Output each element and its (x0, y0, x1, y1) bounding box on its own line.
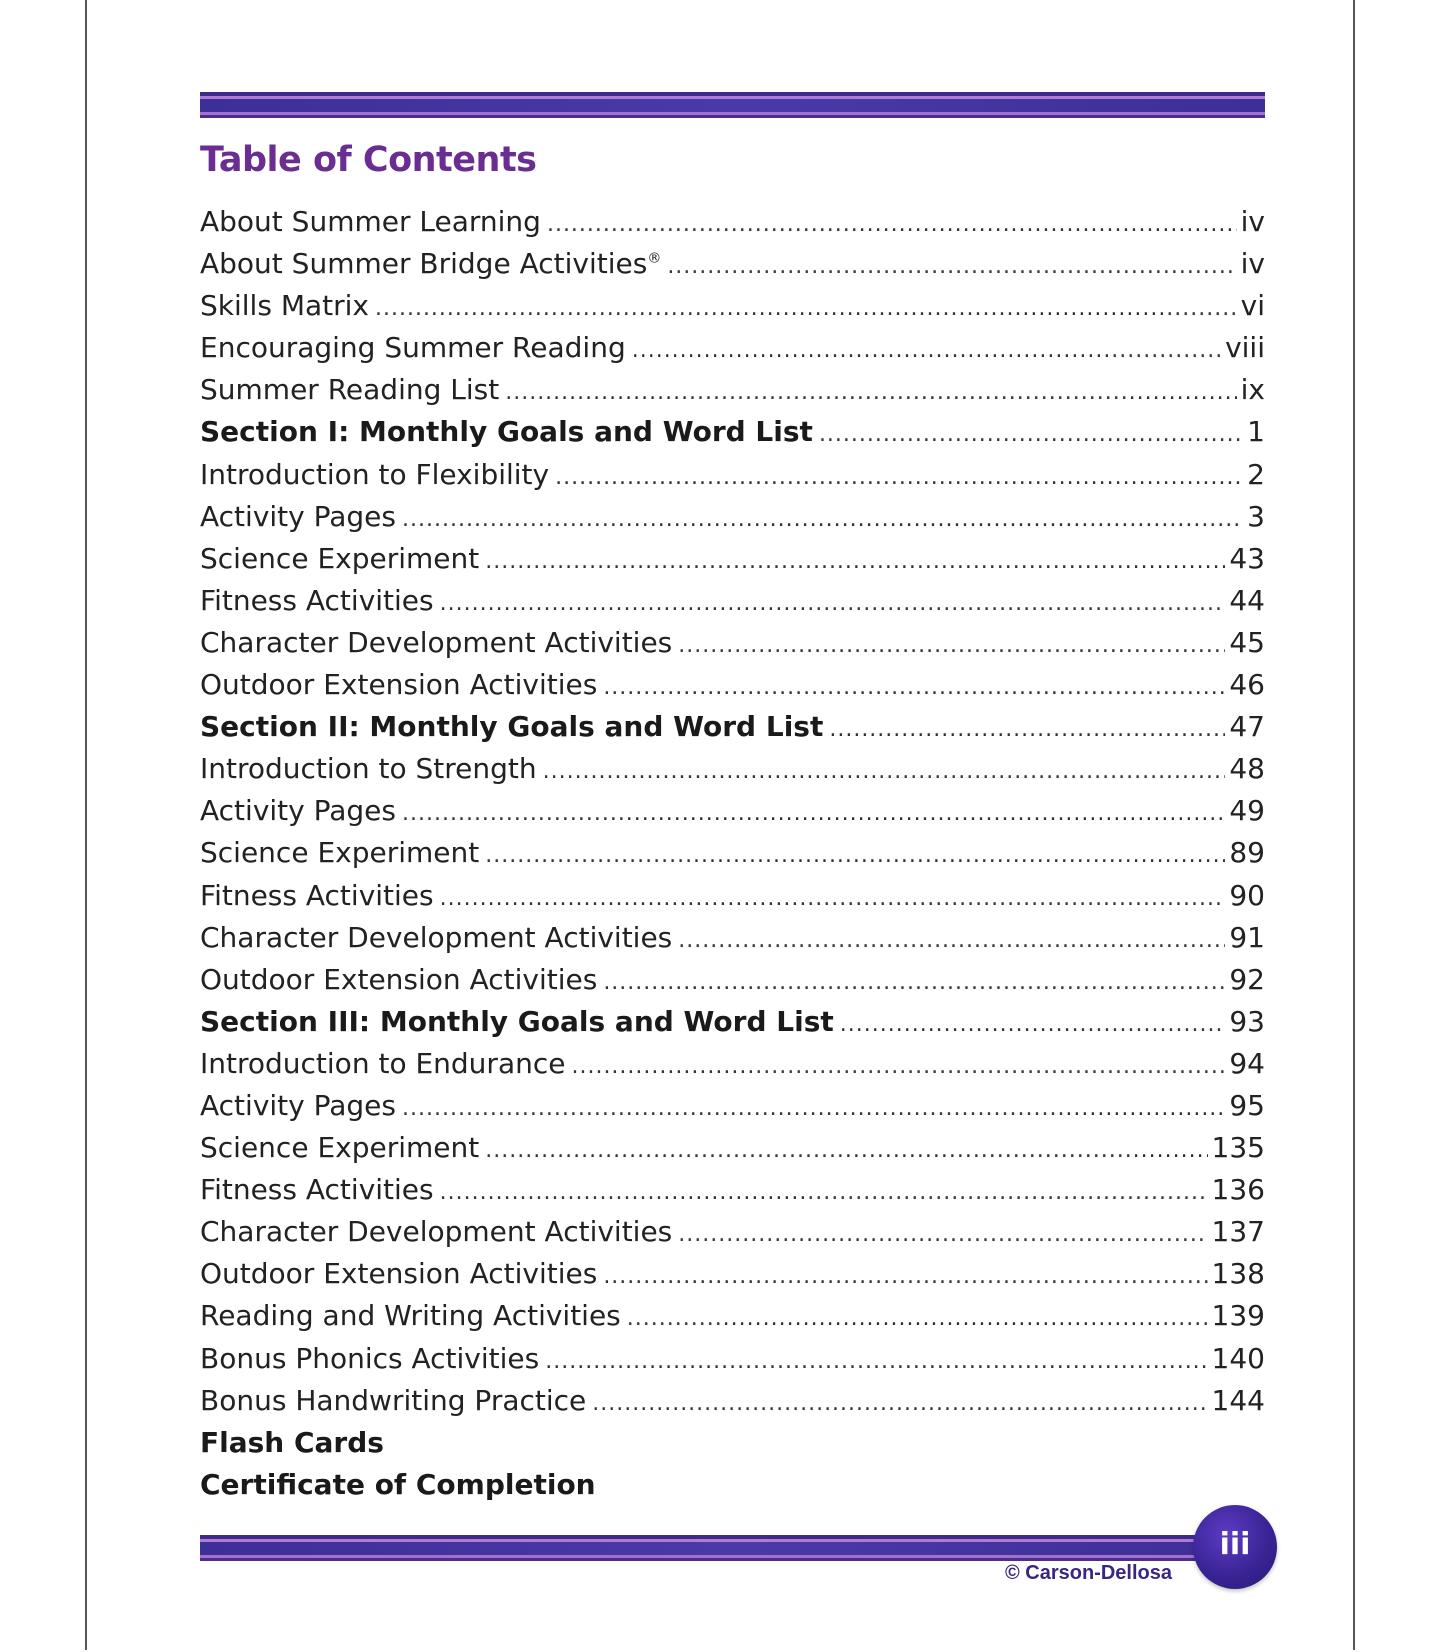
toc-entry-page: 43 (1229, 541, 1265, 575)
toc-entry-page: 2 (1247, 457, 1265, 491)
toc-entry-label-text: Fitness Activities (200, 1173, 434, 1207)
toc-leader-dots (819, 422, 1243, 447)
toc-leader-dots (592, 1391, 1207, 1416)
toc-entry-page: iv (1240, 247, 1265, 281)
toc-entry-label-text: Outdoor Extension Activities (200, 962, 598, 996)
toc-entry[interactable] (200, 1005, 1265, 1047)
toc-leader-dots (485, 1138, 1207, 1163)
toc-entry[interactable] (200, 584, 1265, 626)
toc-entry-label-text: Science Experiment (200, 1131, 480, 1165)
toc-entry-label (200, 289, 369, 322)
page-title: Table of Contents (200, 140, 537, 180)
toc-entry-label-text: About Summer Learning (200, 205, 541, 238)
toc-entry-page: ix (1240, 373, 1265, 407)
toc-entry[interactable] (200, 1173, 1265, 1215)
toc-entry-label-text: Science Experiment (200, 541, 480, 575)
toc-leader-dots (678, 928, 1225, 953)
toc-entry[interactable] (200, 921, 1265, 963)
toc-entry-label-text: Character Development Activities (200, 625, 673, 659)
toc-entry[interactable] (200, 542, 1265, 584)
toc-leader-dots (402, 801, 1225, 826)
toc-entry-label (200, 373, 499, 406)
toc-entry-label-text: Fitness Activities (200, 878, 434, 912)
toc-leader-dots (667, 254, 1236, 279)
toc-entry-label (200, 542, 479, 575)
toc-entry[interactable] (200, 963, 1265, 1005)
toc-entry[interactable] (200, 1426, 1265, 1468)
toc-entry-label-text: Bonus Phonics Activities (200, 1341, 540, 1375)
toc-leader-dots (402, 507, 1243, 532)
toc-entry[interactable] (200, 1384, 1265, 1426)
toc-entry-page: 48 (1229, 752, 1265, 786)
toc-entry-page: 47 (1229, 710, 1265, 744)
toc-entry-label (200, 921, 672, 954)
toc-entry-label (200, 584, 434, 617)
toc-entry-label (200, 1299, 621, 1332)
toc-entry-label-text: Outdoor Extension Activities (200, 1257, 598, 1291)
toc-entry[interactable] (200, 710, 1265, 752)
toc-entry-label (200, 668, 597, 701)
toc-entry-page: 138 (1211, 1257, 1265, 1291)
toc-entry-page: 46 (1229, 668, 1265, 702)
toc-entry-label-text: Certificate of Completion (200, 1467, 596, 1501)
toc-entry[interactable] (200, 247, 1265, 289)
toc-entry-label-text: Introduction to Flexibility (200, 457, 550, 491)
toc-entry-label-text: Introduction to Strength (200, 752, 537, 786)
toc-entry-page: 137 (1211, 1215, 1265, 1249)
toc-entry-label (200, 247, 661, 280)
toc-entry-page: vi (1240, 289, 1265, 323)
toc-entry-page: 45 (1229, 625, 1265, 659)
toc-entry-label (200, 1342, 539, 1375)
bottom-decorative-band (200, 1535, 1265, 1561)
toc-entry-page: 44 (1229, 583, 1265, 617)
toc-entry-label-text: Character Development Activities (200, 920, 673, 954)
toc-entry-page: 91 (1229, 920, 1265, 954)
toc-entry-page: 139 (1211, 1299, 1265, 1333)
toc-entry[interactable] (200, 626, 1265, 668)
toc-entry-label (200, 1005, 834, 1038)
copyright-notice: © Carson-Dellosa (1004, 1562, 1172, 1584)
toc-entry-label (200, 1131, 479, 1164)
toc-entry-label (200, 710, 823, 743)
toc-leader-dots (571, 1054, 1225, 1079)
toc-entry[interactable] (200, 668, 1265, 710)
toc-entry-label-text: Activity Pages (200, 499, 396, 533)
page-number-badge (1193, 1505, 1277, 1589)
toc-entry-label (200, 794, 396, 827)
toc-entry-label (200, 1047, 565, 1080)
toc-leader-dots (485, 843, 1225, 868)
toc-entry-label-text: Section II: Monthly Goals and Word List (200, 710, 824, 744)
toc-entry[interactable] (200, 1299, 1265, 1341)
toc-entry-label-text: Science Experiment (200, 836, 480, 870)
toc-entry[interactable] (200, 1047, 1265, 1089)
registered-mark: ® (647, 250, 662, 267)
toc-entry-label (200, 1468, 596, 1501)
toc-leader-dots (627, 1306, 1208, 1331)
toc-leader-dots (440, 591, 1226, 616)
toc-entry-page: 94 (1229, 1046, 1265, 1080)
toc-leader-dots (603, 1264, 1207, 1289)
toc-entry-label-text: Outdoor Extension Activities (200, 668, 598, 702)
toc-entry-label-text: Encouraging Summer Reading (200, 331, 626, 365)
toc-entry-label (200, 500, 396, 533)
toc-entry[interactable] (200, 1342, 1265, 1384)
toc-leader-dots (840, 1012, 1226, 1037)
toc-entry-label (200, 1426, 384, 1459)
toc-entry[interactable] (200, 373, 1265, 415)
toc-entry-label (200, 205, 541, 238)
toc-entry-page: iv (1240, 205, 1265, 238)
toc-entry[interactable] (200, 1257, 1265, 1299)
toc-entry[interactable] (200, 752, 1265, 794)
toc-entry-label-text: Fitness Activities (200, 583, 434, 617)
toc-entry-label (200, 1173, 434, 1206)
toc-entry[interactable] (200, 331, 1265, 373)
toc-entry-label-text: Section I: Monthly Goals and Word List (200, 415, 813, 449)
toc-entry-label (200, 415, 813, 448)
toc-entry-label (200, 626, 672, 659)
toc-leader-dots (485, 549, 1225, 574)
page-number: iii (1219, 1526, 1251, 1562)
toc-entry-label (200, 331, 626, 364)
toc-leader-dots (603, 970, 1225, 995)
toc-entry-page: 1 (1247, 415, 1265, 449)
toc-leader-dots (555, 465, 1243, 490)
toc-entry-label-text: About Summer Bridge Activities (200, 247, 648, 281)
toc-entry[interactable] (200, 879, 1265, 921)
toc-entry-page: viii (1225, 331, 1265, 365)
toc-entry[interactable] (200, 289, 1265, 331)
toc-entry[interactable] (200, 1215, 1265, 1257)
toc-entry-label (200, 1257, 597, 1290)
toc-entry-label-text: Activity Pages (200, 1088, 396, 1122)
toc-entry[interactable] (200, 1089, 1265, 1131)
toc-entry-label-text: Section III: Monthly Goals and Word List (200, 1004, 834, 1038)
toc-entry-page: 135 (1211, 1131, 1265, 1165)
toc-entry-page: 136 (1211, 1173, 1265, 1207)
toc-entry-page: 3 (1247, 499, 1265, 533)
toc-entry-label (200, 1089, 396, 1122)
toc-entry-page: 140 (1211, 1341, 1265, 1375)
toc-leader-dots (543, 759, 1226, 784)
toc-entry-page: 92 (1229, 962, 1265, 996)
toc-entry[interactable] (200, 205, 1265, 247)
toc-entry[interactable] (200, 836, 1265, 878)
toc-entry-page: 144 (1211, 1383, 1265, 1417)
toc-entry-label (200, 1215, 672, 1248)
toc-leader-dots (545, 1349, 1207, 1374)
toc-leader-dots (440, 1180, 1208, 1205)
toc-entry-label-text: Summer Reading List (200, 373, 500, 407)
toc-entry-label-text: Bonus Handwriting Practice (200, 1383, 587, 1417)
toc-entry[interactable] (200, 500, 1265, 542)
toc-entry-label-text: Reading and Writing Activities (200, 1299, 621, 1333)
toc-entry-page: 90 (1229, 878, 1265, 912)
toc-entry[interactable] (200, 458, 1265, 500)
toc-leader-dots (678, 1222, 1207, 1247)
toc-entry[interactable] (200, 794, 1265, 836)
toc-entry-label-text: Character Development Activities (200, 1215, 673, 1249)
toc-entry-page: 95 (1229, 1088, 1265, 1122)
toc-leader-dots (375, 296, 1237, 321)
toc-entry-label (200, 752, 537, 785)
top-decorative-band (200, 92, 1265, 118)
toc-entry[interactable] (200, 415, 1265, 457)
toc-entry-label (200, 879, 434, 912)
toc-leader-dots (440, 886, 1226, 911)
toc-entry-label-text: Activity Pages (200, 794, 396, 828)
toc-leader-dots (505, 380, 1236, 405)
toc-entry-label-text: Flash Cards (200, 1425, 384, 1459)
toc-leader-dots (829, 717, 1225, 742)
toc-entry-label (200, 836, 479, 869)
toc-leader-dots (678, 633, 1225, 658)
toc-entry-page: 93 (1229, 1004, 1265, 1038)
toc-entry-page: 49 (1229, 794, 1265, 828)
toc-entry-label (200, 458, 549, 491)
toc-entry-label-text: Introduction to Endurance (200, 1046, 566, 1080)
toc-entry[interactable] (200, 1131, 1265, 1173)
toc-leader-dots (547, 212, 1237, 237)
toc-entry[interactable] (200, 1468, 1265, 1510)
table-of-contents (200, 205, 1265, 1510)
toc-entry-label (200, 963, 597, 996)
toc-leader-dots (402, 1096, 1225, 1121)
toc-leader-dots (632, 338, 1221, 363)
toc-entry-label (200, 1384, 586, 1417)
toc-entry-page: 89 (1229, 836, 1265, 870)
toc-leader-dots (603, 675, 1225, 700)
toc-entry-label-text: Skills Matrix (200, 289, 369, 323)
